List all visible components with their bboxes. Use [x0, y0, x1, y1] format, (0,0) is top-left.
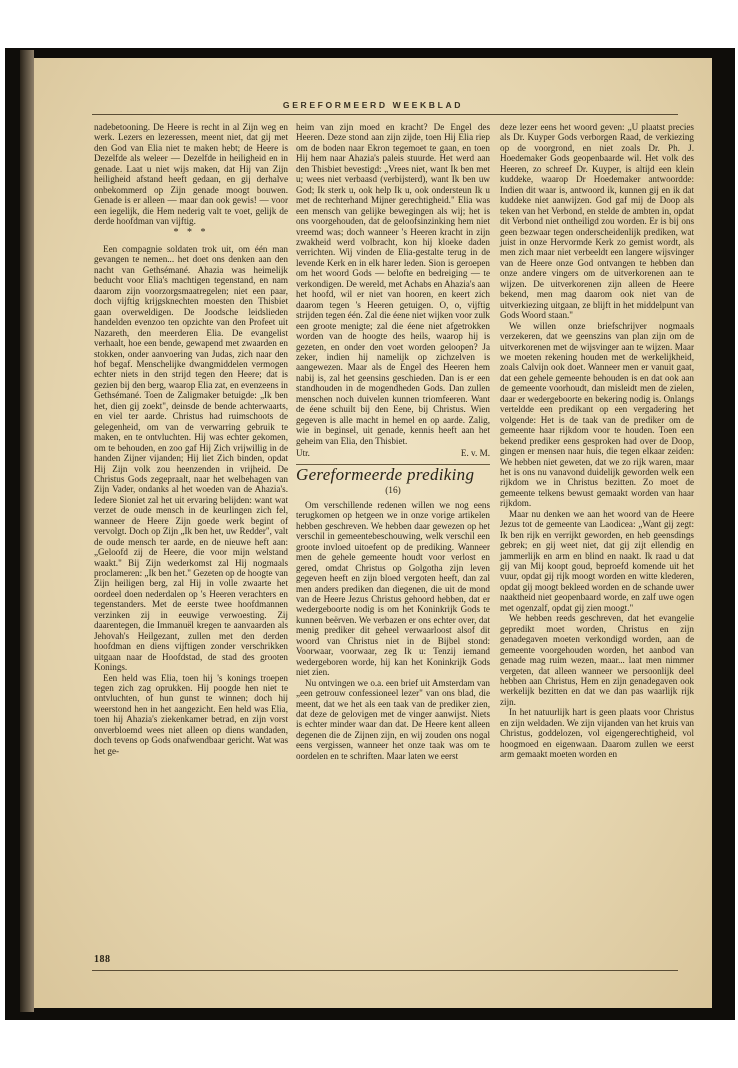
newspaper-page [34, 58, 712, 1008]
paragraph: heim van zijn moed en kracht? De Engel des Heeren. Deze stond aan zijn zijde, toen Hij Elia riep om de boden naar Ekron tegemoet te gaan, en toen Hij hem naar Ahazia's paleis stuurde. Het werd aan den Thisbiet bevestigd: „Vrees niet, want Ik ben met u; wees niet verbaasd (verbijsterd), want Ik ben uw God; Ik sterk u, ook help Ik u, ook ondersteun Ik u met de rechterhand Mijner gerechtigheid." Elia was een mensch van gelijke bewegingen als wij; het is ons voorgehouden, dat de geloofsinzinking hem niet vreemd was; doch wanneer 's Heeren kracht in zijn zwakheid werd volbracht, kon hij kloeke daden verrichten. Wij vinden de Elia-gestalte terug in de levende Kerk en in elk harer leden. Sion is geroepen om het woord Gods — belofte en bedreiging — te verkondigen. De wereld, met Achabs en Ahazia's aan het hoofd, wil er niet van hooren, en keert zich daarom tegen 's Heeren getuigen. O, o, vijftig strijden tegen één. Zal die éene niet wijken voor zulk een groote menigte; zal die éene niet afgetrokken worden van de hoogte des heils, waarop hij is gezeten, en onder den voet worden geloopen? Ja zeker, indien hij namelijk op zichzelven is aangewezen. Maar als de Engel des Heeren hem nabij is, zal het geensins geschieden. Dan is er een standhouden in de mogendheden Gods. Dan zullen menschen noch duivelen kunnen triomfeeren. Want de éene schuilt bij den Eene, bij Christus. Wien gegeven is alle macht in hemel en op aarde. Zalig, wie in beginsel, uit genade, kennis heeft aan het geheim van Elia, den Thisbiet. [296, 122, 490, 446]
header-rule [92, 114, 678, 115]
column-2 [296, 122, 490, 761]
column-3 [500, 122, 694, 760]
section-divider-stars: * * * [173, 226, 209, 238]
page-edge [20, 50, 34, 1012]
paragraph: deze lezer eens het woord geven: „U plaatst precies als Dr. Kuyper Gods verborgen Raad, de verkiezing op de voorgrond, en niet zoals Dr. Ph. J. Hoedemaker Gods geopenbaarde wil. Het volk des Heeren, zo schreef Dr. Kuyper, is altijd een klein kuddeke, waarop Dr Hoedemaker antwoordde: Indien dit waar is, antwoord ik, kunnen gij en ik dat kuddeke niet aanwijzen. God gaf mij de Doop als teken van het Verbond, en stelde de ambten in, opdat dit Verbond niet ontheiligd zou worden. Er is bij ons geen bezwaar tegen onderscheidenlijk prediken, wat juist in onze Hervormde Kerk zo gemist wordt, als men zich maar niet verbeeldt een langere wijsvinger van de Heere onze God ontvangen te hebben dan onze andere vingers om de uitverkorenen aan te wijzen. De uitverkorenen zijn alleen de Heere bekend, men mag daarom ook niet van de uitverkiezing uitgaan, ze blijft in het middelpunt van Gods Woord staan." [500, 122, 694, 321]
paragraph: Een compagnie soldaten trok uit, om één man gevangen te nemen... het doet ons denken aan den nacht van Gethsémané. Ahazia was heimelijk beducht voor Elia's machtigen tegenstand, en nam daarom zijn voorzorgsmaatregelen; niet een paar, doch vijftig krijgsknechten moesten den Thisbiet gaan overweldigen. De Joodsche leidslieden handelden evenzoo ten opzichte van den Profeet uit Nazareth, den meerderen Elia. De evangelist verhaalt, hoe een bende, gewapend met zwaarden en stokken, onder aanvoering van Judas, zich naar den hof begaf. Menschelijke dwangmiddelen vermogen echter niets in den strijd tegen den Heere; dat is gezien bij den berg, waarop Elia zat, en evenzeens in Gethsémané. Toen de Zaligmaker betuigde: „Ik ben het, dien gij zoekt", deinsde de bende achterwaarts, en viel ter aarde. Christus had ruimschoots de gelegenheid, om van de verwarring gebruik te maken, en te ontvluchten. Hij was echter gekomen, om te behouden, en zoo gaf Hij Zich vrijwillig in de handen Zijner vijanden; Hij liet Zich binden, opdat Hij Zijn volk zou heenzenden in vrijheid. De Christus Gods zegepraalt, naar het welbehagen van Zijn Vader, ondanks al het woeden van de Ahazia's. Iedere Sioniet zal het uit ervaring belijden: want wat verzet de oude mensch in de keurlingen zich fel, wanneer de Heere Zijn goede werk begint of vervolgt. Doch op Zijn „Ik ben het, uw Redder", valt de oude mensch ter aarde, en de nieuwe heft aan: „Geloofd zij de Heere, die voor mijn welstand waakt." Bij Zijn wederkomst zal Hij nogmaals proclameren: „Ik ben het." Gezeten op de hoogte van Zijn heiligen berg, zal Hij in volle zwaarte het oordeel doen nederdalen op 's Heeren verachters en tegenstanders. Met de eerste twee hoofdmannen verzinken zij in eeuwige verwoesting. Zij daarentegen, die Immanuël kregen te aanvaarden als Jehovah's Heilgezant, zullen met den derden hoofdman en diens vijftigen zonder verschrikken uitgaan naar de Hoofdstad, de stad des grooten Konings. [94, 243, 288, 673]
paragraph: Maar nu denken we aan het woord van de Heere Jezus tot de gemeente van Laodicea: „Want gij zegt: Ik ben rijk en verrijkt geworden, en heb geensdings gebrek; en gij weet niet, dat gij zijt ellendig en jammerlijk en arm en blind en naakt. Ik raad u dat gij van Mij koopt goud, beproefd komende uit het vuur, opdat gij rijk moogt worden en witte klederen, opdat gij moogt bekleed worden en de schande uwer naaktheid niet geopenbaard worde, en zalf uwe ogen met ogenzalf, opdat gij zien moogt." [500, 508, 694, 613]
article-signature [296, 448, 490, 458]
page-number: 188 [94, 954, 111, 965]
paragraph: nadebetooning. De Heere is recht in al Zijn weg en werk. Lezers en lezeressen, meent niet, dat gij met den God van Elia niet te maken hebt; de Heere is Dezelfde als weleer — Dezelfde in heiligheid en in genade. Laat u niet wijs maken, dat Hij van Zijn heiligheid afstand heeft gedaan, en gij derhalve onbekommerd op Zijn genade moogt bouwen. Genade is er alleen — maar dan ook gewis! — voor een iegelijk, die Hem nederig valt te voet, gelijk de derde hoofdman van vijftig. [94, 122, 288, 227]
footer-rule [92, 970, 678, 971]
article-title: Gereformeerde prediking [296, 464, 475, 484]
article-number: (16) [385, 485, 401, 496]
paragraph: Een held was Elia, toen hij 's konings troepen tegen zich zag oprukken. Hij poogde hen niet te ontvluchten, of hun gunst te winnen; doch hij weerstond hen in het aangezicht. Een held was Elia, toen hij Ahazia's ziekenkamer betrad, en zijn vorst onverbloemd wees niet alleen op diens wandaden, doch tevens op Gods onafwendbaar gericht. Wat was het ge- [94, 672, 288, 756]
paragraph: In het natuurlijk hart is geen plaats voor Christus en zijn weldaden. We zijn vijanden van het kruis van Christus, goddelozen, vol eigengerechtigheid, vol hoogmoed en eigenwaan. Daarom zullen we eerst arm gemaakt moeten worden en [500, 707, 694, 760]
paragraph: We hebben reeds geschreven, dat het evangelie gepredikt moet worden, Christus en zijn genadegaven moeten verkondigd worden, aan de gemeente voorgehouden worden, het aanbod van genade mag ruim wezen, maar... laat men nimmer vergeten, dat alleen wanneer we persoonlijk deel hebben aan Christus, Hem en zijn genadegaven ook werkelijk bezitten en dat we dan pas waarlijk rijk zijn. [500, 613, 694, 707]
paragraph: Nu ontvingen we o.a. een brief uit Amsterdam van „een getrouw confessioneel lezer" van ons blad, die meent, dat we het als een taak van de prediker zien, dat deze de gelovigen met de vinger aanwijst. Niets is echter minder waar dan dat. De Heere kent alleen degenen die de Zijnen zijn, en wij zouden ons nogal eens vergissen, wanneer het onze taak was om te oordelen en te schriften. Maar laten we eerst [296, 677, 490, 761]
signature-place: Utr. [296, 448, 310, 459]
signature-author: E. v. M. [460, 448, 490, 459]
running-head: GEREFORMEERD WEEKBLAD [282, 100, 464, 110]
paragraph: We willen onze briefschrijver nogmaals verzekeren, dat we geenszins van plan zijn om de uitverkorenen met de wijsvinger aan te wijzen. Maar we moeten rekening houden met de werkelijkheid, zoals Calvijn ook doet. Wanneer men er vanuit gaat, dat een gehele gemeente behouden is en dat ook aan de gemeente voorhoudt, dan misleidt men de zielen, daar er wedergeboorte en bekering nodig is. Onlangs verteldde een predikant op een vergadering het volgende: Het is de taak van de prediker om de gemeente haar rijkdom voor te houden. Toen een bekend prediker eens gesproken had over de Doop, gingen er mensen naar huis, die tegen elkaar zeiden: We hebben niet geweten, dat we zo rijk waren, maar het is ons nu vanavond duidelijk geworden welk een rijkdom we in Christus bezitten. Zo moet de gemeente telkens bewust gemaakt worden van haar rijkdom. [500, 320, 694, 509]
paragraph: Om verschillende redenen willen we nog eens terugkomen op hetgeen we in onze vorige artikelen hebben geschreven. We hebben daar gewezen op het verschil in gemeentebeschouwing, welk verschil een groote invloed uitoefent op de prediking. Wanneer men de gehele gemeente houdt voor verlost en gered, omdat Christus op Golgotha zijn leven gegeven heeft en zijn bloed vergoten heeft, dan zal men anders prediken dan diegenen, die uit de mond van de Heere Jezus Christus gehoord hebben, dat er wedergeboorte nodig is om het Koninkrijk Gods te kunnen beërven. We verbazen er ons echter over, dat menig prediker dit geheel verwaarloost alsof dit woord van Christus niet in de Bijbel stond: Voorwaar, voorwaar, zeg Ik u: Tenzij iemand wedergeboren worde, hij kan het Koninkrijk Gods niet zien. [296, 499, 490, 678]
column-1 [94, 122, 288, 756]
